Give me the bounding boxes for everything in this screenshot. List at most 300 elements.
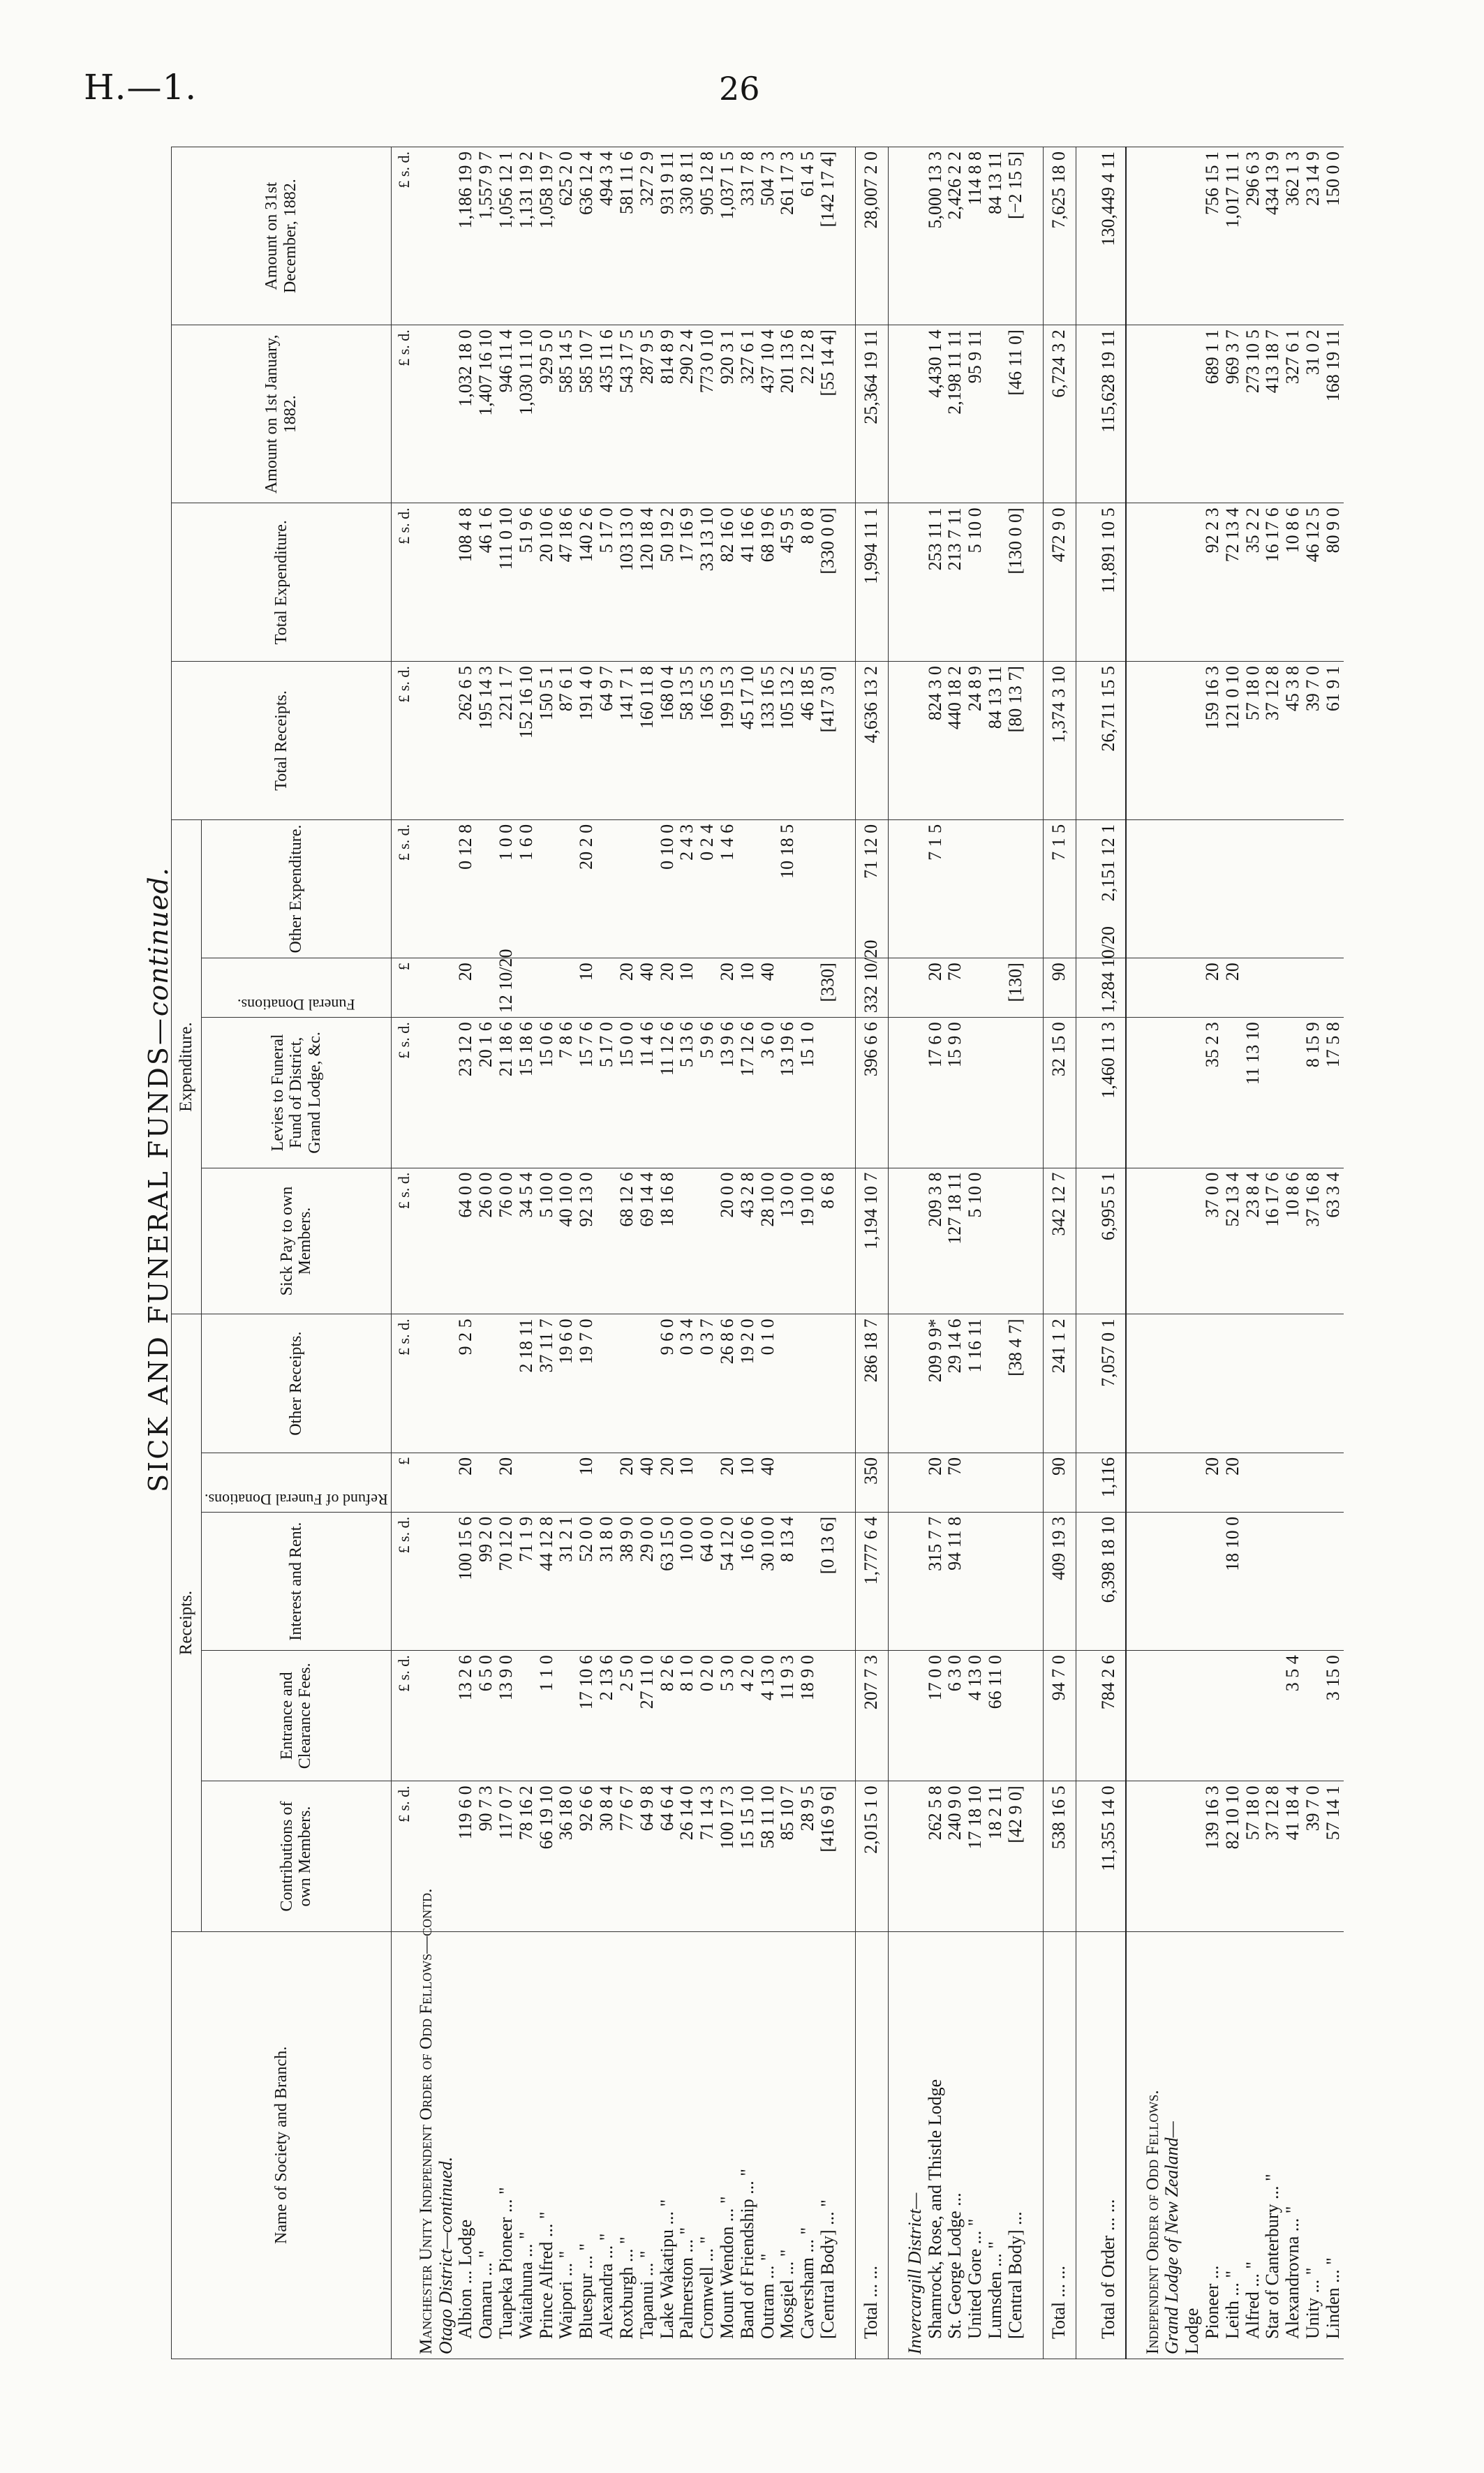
table-row-0-2-entrance: 13 9 0	[496, 1651, 517, 1781]
table-row-0-11-refund: 10	[677, 1453, 697, 1512]
table-row-0-0-refund: 20	[456, 1453, 476, 1512]
table-row-0-10-refund: 20	[657, 1453, 677, 1512]
table-row-0-12-other-expenditure: 0 2 4	[697, 819, 718, 958]
section-total-1-other-receipts: 241 1 2	[1043, 1314, 1076, 1453]
table-row-0-7-levies: 5 17 0	[597, 1018, 617, 1168]
gap-after-total-1-other-expenditure	[1076, 819, 1093, 958]
gap-after-total-1-sick-pay	[1076, 1168, 1093, 1314]
table-row-0-2-amount-dec: 1,056 12 1	[496, 147, 517, 325]
table-row-0-15-contributions: 58 11 10	[757, 1781, 778, 1931]
ioof-lodge-heading-amount-dec-empty	[1162, 147, 1182, 325]
table-row-0-13-total-expenditure: 82 16 0	[718, 503, 738, 662]
table-row-0-6-interest: 52 0 0	[577, 1512, 597, 1650]
section-total-1-funeral-donations: 90	[1043, 958, 1076, 1018]
table-row-0-7-other-receipts	[597, 1314, 617, 1453]
table-row-0-7-interest: 31 8 0	[597, 1512, 617, 1650]
ioof-row-5	[1303, 147, 1323, 2359]
district-heading-0	[436, 147, 456, 2359]
table-row-0-15-refund: 40	[757, 1453, 778, 1512]
ioof-lodge-label-other-expenditure-empty	[1182, 819, 1203, 958]
district-heading-0-total-expenditure-empty	[436, 503, 456, 662]
table-row-0-5-amount-jan: 585 14 5	[556, 325, 577, 503]
table-row-0-16-sick-pay: 13 0 0	[778, 1168, 798, 1314]
ioof-row-2-name: Alfred ... "	[1243, 1931, 1263, 2359]
table-row-0-18-sick-pay: 8 6 8	[818, 1168, 838, 1314]
table-row-0-5-name: Waipori ... "	[556, 1931, 577, 2359]
ioof-heading-entrance-empty	[1143, 1651, 1163, 1781]
group-header-receipts: Receipts.	[172, 1314, 202, 1931]
table-row-0-12-total-expenditure: 33 13 10	[697, 503, 718, 662]
table-row-0-6-sick-pay: 92 13 0	[577, 1168, 597, 1314]
table-row-0-16-other-expenditure: 10 18 5	[778, 819, 798, 958]
table-row-0-6-contributions: 92 6 6	[577, 1781, 597, 1931]
ioof-row-1-name: Leith ... "	[1223, 1931, 1243, 2359]
units-sick-pay: £ s. d.	[391, 1168, 417, 1314]
district-heading-1-entrance-empty	[905, 1651, 926, 1781]
table-row-0-12-amount-jan: 773 0 10	[697, 325, 718, 503]
district-heading-1	[905, 147, 926, 2359]
ioof-row-2-amount-jan: 273 10 5	[1243, 325, 1263, 503]
ioof-row-0-entrance	[1203, 1651, 1223, 1781]
table-row-0-2-amount-jan: 946 11 4	[496, 325, 517, 503]
table-row-0-12-interest: 64 0 0	[697, 1512, 718, 1650]
ioof-heading-total-receipts-empty	[1143, 662, 1163, 820]
table-row-1-3-refund	[986, 1453, 1006, 1512]
table-row-0-0-sick-pay: 64 0 0	[456, 1168, 476, 1314]
table-row-1-4	[1006, 147, 1026, 2359]
table-row-1-3-total-receipts: 84 13 11	[986, 662, 1006, 820]
table-row-0-16-contributions: 85 10 7	[778, 1781, 798, 1931]
ioof-row-0-levies: 35 2 3	[1203, 1018, 1223, 1168]
table-row-0-16-entrance: 11 9 3	[778, 1651, 798, 1781]
district-heading-0-amount-dec-empty	[436, 147, 456, 325]
table-row-0-8-total-expenditure: 103 13 0	[617, 503, 637, 662]
table-row-0-1-sick-pay: 26 0 0	[476, 1168, 496, 1314]
ioof-row-2-entrance	[1243, 1651, 1263, 1781]
ioof-row-3-entrance	[1263, 1651, 1283, 1781]
table-row-1-4-contributions: [42 9 0]	[1006, 1781, 1026, 1931]
district-heading-0-levies-empty	[436, 1018, 456, 1168]
table-row-1-1-refund: 70	[945, 1453, 965, 1512]
ioof-row-4-levies	[1283, 1018, 1303, 1168]
district-heading-0-sick-pay-empty	[436, 1168, 456, 1314]
table-row-0-15-levies: 3 6 0	[757, 1018, 778, 1168]
district-heading-0-contributions-empty	[436, 1781, 456, 1931]
ioof-row-5-sick-pay: 37 16 8	[1303, 1168, 1323, 1314]
ioof-row-2-contributions: 57 18 0	[1243, 1781, 1263, 1931]
table-row-0-10-entrance: 8 2 6	[657, 1651, 677, 1781]
table-row-1-3	[986, 147, 1006, 2359]
units-contributions: £ s. d.	[391, 1781, 417, 1931]
gap-before-ioof-total-receipts	[1126, 662, 1143, 820]
ioof-row-5-interest	[1303, 1512, 1323, 1650]
ioof-row-0-total-receipts: 159 16 3	[1203, 662, 1223, 820]
ioof-row-6-funeral-donations	[1323, 958, 1344, 1018]
table-row-1-2-other-expenditure	[965, 819, 986, 958]
table-row-0-17-amount-dec: 61 4 5	[798, 147, 818, 325]
table-row-0-11-interest: 10 0 0	[677, 1512, 697, 1650]
ioof-row-1-entrance	[1223, 1651, 1243, 1781]
ioof-row-5-contributions: 39 7 0	[1303, 1781, 1323, 1931]
section-heading-0	[417, 147, 436, 2359]
table-row-0-10-contributions: 64 6 4	[657, 1781, 677, 1931]
ioof-row-0-total-expenditure: 92 2 3	[1203, 503, 1223, 662]
ioof-row-1-other-expenditure	[1223, 819, 1243, 958]
units-amount-jan: £ s. d.	[391, 325, 417, 503]
table-row-0-11-name: Palmerston ... "	[677, 1931, 697, 2359]
ioof-row-4-contributions: 41 18 4	[1283, 1781, 1303, 1931]
table-row-0-1-amount-dec: 1,557 9 7	[476, 147, 496, 325]
table-row-1-0-total-receipts: 824 3 0	[926, 662, 946, 820]
table-row-1-3-contributions: 18 2 11	[986, 1781, 1006, 1931]
ioof-row-5-amount-jan: 31 0 2	[1303, 325, 1323, 503]
section-total-0-refund: 350	[855, 1453, 888, 1512]
table-row-0-8-funeral-donations: 20	[617, 958, 637, 1018]
table-row-0-12-total-receipts: 166 5 3	[697, 662, 718, 820]
section-total-1-amount-jan: 6,724 3 2	[1043, 325, 1076, 503]
ioof-lodge-label	[1182, 147, 1203, 2359]
ioof-heading-label: Independent Order of Odd Fellows.	[1143, 1931, 1163, 2359]
table-row-0-18-total-expenditure: [330 0 0]	[818, 503, 838, 662]
district-heading-0-funeral-donations-empty	[436, 958, 456, 1018]
page-number: 26	[719, 70, 760, 107]
gap-before-total-1-interest	[1026, 1512, 1044, 1650]
gap-before-total-1-total-expenditure	[1026, 503, 1044, 662]
district-heading-0-amount-jan-empty	[436, 325, 456, 503]
units-row	[391, 147, 417, 2359]
table-row-0-6	[577, 147, 597, 2359]
table-row-0-16-amount-dec: 261 17 3	[778, 147, 798, 325]
ioof-row-6-name: Linden ... "	[1323, 1931, 1344, 2359]
table-row-1-1	[945, 147, 965, 2359]
table-row-0-7-amount-dec: 494 3 4	[597, 147, 617, 325]
table-row-0-5-refund	[556, 1453, 577, 1512]
section-total-1-other-expenditure: 7 1 5	[1043, 819, 1076, 958]
table-title-continued: continued.	[143, 867, 174, 1017]
ioof-lodge-heading-amount-jan-empty	[1162, 325, 1182, 503]
table-row-0-10-levies: 11 12 6	[657, 1018, 677, 1168]
ioof-row-6-other-expenditure	[1323, 819, 1344, 958]
table-row-0-4-total-expenditure: 20 10 6	[537, 503, 557, 662]
section-total-1	[1043, 147, 1076, 2359]
table-row-0-11-contributions: 26 14 0	[677, 1781, 697, 1931]
table-row-0-2-total-receipts: 221 1 7	[496, 662, 517, 820]
gap-before-ioof-amount-dec	[1126, 147, 1143, 325]
ioof-lodge-label-contributions-empty	[1182, 1781, 1203, 1931]
table-row-0-16-other-receipts	[778, 1314, 798, 1453]
table-row-1-0-total-expenditure: 253 11 1	[926, 503, 946, 662]
district-heading-0-label: Otago District—continued.	[436, 1931, 456, 2359]
table-row-0-18-name: [Central Body] ... "	[818, 1931, 838, 2359]
table-row-0-14-funeral-donations: 10	[738, 958, 758, 1018]
section-heading-0-interest-empty	[417, 1512, 436, 1650]
table-row-0-13-funeral-donations: 20	[718, 958, 738, 1018]
table-title-main: SICK AND FUNERAL FUNDS—	[143, 1016, 174, 1492]
table-row-1-4-refund	[1006, 1453, 1026, 1512]
gap-before-total-0-other-receipts	[838, 1314, 856, 1453]
table-row-0-7-entrance: 2 13 6	[597, 1651, 617, 1781]
table-row-1-0-funeral-donations: 20	[926, 958, 946, 1018]
ioof-row-3-total-expenditure: 16 17 6	[1263, 503, 1283, 662]
table-row-0-16-amount-jan: 201 13 6	[778, 325, 798, 503]
ioof-row-5-amount-dec: 23 14 9	[1303, 147, 1323, 325]
table-row-0-12-sick-pay	[697, 1168, 718, 1314]
ioof-heading-other-receipts-empty	[1143, 1314, 1163, 1453]
table-row-0-16-name: Mosgiel ... "	[778, 1931, 798, 2359]
ioof-row-1-other-receipts	[1223, 1314, 1243, 1453]
gap-before-ioof-refund	[1126, 1453, 1143, 1512]
table-row-0-9-total-expenditure: 120 18 4	[637, 503, 658, 662]
table-row-0-12-refund	[697, 1453, 718, 1512]
table-row-0-13-refund: 20	[718, 1453, 738, 1512]
table-row-1-0-sick-pay: 209 3 8	[926, 1168, 946, 1314]
table-row-0-14-entrance: 4 2 0	[738, 1651, 758, 1781]
ioof-row-1-sick-pay: 52 13 4	[1223, 1168, 1243, 1314]
ioof-row-6-contributions: 57 14 1	[1323, 1781, 1344, 1931]
ioof-row-3-name: Star of Canterbury ... "	[1263, 1931, 1283, 2359]
ioof-row-0-name: Pioneer ...	[1203, 1931, 1223, 2359]
table-row-0-2-total-expenditure: 111 0 10	[496, 503, 517, 662]
table-row-0-15-amount-jan: 437 10 4	[757, 325, 778, 503]
gap-before-total-0	[838, 147, 856, 2359]
gap-after-total-0-sick-pay	[888, 1168, 905, 1314]
total-of-order-row-refund: 1,116	[1093, 1453, 1126, 1512]
col-header-other-expenditure: Other Expenditure.	[202, 819, 392, 958]
district-heading-1-total-expenditure-empty	[905, 503, 926, 662]
table-row-0-8-contributions: 77 6 7	[617, 1781, 637, 1931]
table-row-0-12-name: Cromwell ... "	[697, 1931, 718, 2359]
ioof-row-4-funeral-donations	[1283, 958, 1303, 1018]
section-total-1-amount-dec: 7,625 18 0	[1043, 147, 1076, 325]
district-heading-1-interest-empty	[905, 1512, 926, 1650]
table-row-0-0-levies: 23 12 0	[456, 1018, 476, 1168]
table-row-0-1-other-receipts	[476, 1314, 496, 1453]
table-row-1-3-funeral-donations	[986, 958, 1006, 1018]
table-row-0-14-name: Band of Friendship ... "	[738, 1931, 758, 2359]
ioof-heading-contributions-empty	[1143, 1781, 1163, 1931]
table-row-1-2-sick-pay: 5 10 0	[965, 1168, 986, 1314]
table-row-0-6-name: Bluespur ... "	[577, 1931, 597, 2359]
table-row-0-10-total-expenditure: 50 19 2	[657, 503, 677, 662]
table-row-0-5-sick-pay: 40 10 0	[556, 1168, 577, 1314]
ioof-row-4-other-expenditure	[1283, 819, 1303, 958]
section-heading-0-total-expenditure-empty	[417, 503, 436, 662]
col-header-total-receipts: Total Receipts.	[172, 662, 392, 820]
ioof-lodge-heading-refund-empty	[1162, 1453, 1182, 1512]
table-row-1-1-contributions: 240 9 0	[945, 1781, 965, 1931]
table-row-0-8-interest: 38 9 0	[617, 1512, 637, 1650]
table-row-0-1-levies: 20 1 6	[476, 1018, 496, 1168]
section-heading-0-label: Manchester Unity Independent Order of Odd Fellows—contd.	[417, 1931, 436, 2359]
table-row-0-13-sick-pay: 20 0 0	[718, 1168, 738, 1314]
gap-before-total-1-levies	[1026, 1018, 1044, 1168]
table-row-0-9	[637, 147, 658, 2359]
gap-after-total-1-cell	[1076, 1931, 1093, 2359]
table-row-1-4-interest	[1006, 1512, 1026, 1650]
district-heading-1-other-expenditure-empty	[905, 819, 926, 958]
units-total-expenditure: £ s. d.	[391, 503, 417, 662]
col-header-name: Name of Society and Branch.	[172, 1931, 392, 2359]
table-row-0-17-interest	[798, 1512, 818, 1650]
units-refund: £	[391, 1453, 417, 1512]
col-header-entrance: Entrance and Clearance Fees.	[202, 1651, 392, 1781]
gap-before-ioof-funeral-donations	[1126, 958, 1143, 1018]
table-row-1-3-total-expenditure	[986, 503, 1006, 662]
table-row-0-2-interest: 70 12 0	[496, 1512, 517, 1650]
table-row-0-10-amount-dec: 931 9 11	[657, 147, 677, 325]
col-header-refund-text: Refund of Funeral Donations.	[205, 1490, 388, 1508]
gap-after-total-0-amount-dec	[888, 147, 905, 325]
ioof-row-1-funeral-donations: 20	[1223, 958, 1243, 1018]
ioof-row-3-amount-jan: 413 18 7	[1263, 325, 1283, 503]
table-row-0-0-amount-jan: 1,032 18 0	[456, 325, 476, 503]
table-row-0-8-sick-pay: 68 12 6	[617, 1168, 637, 1314]
table-row-0-4-other-expenditure	[537, 819, 557, 958]
ioof-row-5-refund	[1303, 1453, 1323, 1512]
table-row-0-17-levies: 15 1 0	[798, 1018, 818, 1168]
section-total-0-sick-pay: 1,194 10 7	[855, 1168, 888, 1314]
col-header-funeral-donations-text: Funeral Donations.	[237, 996, 355, 1014]
table-row-0-4-interest: 44 12 8	[537, 1512, 557, 1650]
gap-before-ioof-contributions	[1126, 1781, 1143, 1931]
table-row-0-12-funeral-donations	[697, 958, 718, 1018]
ioof-lodge-label-label: Lodge	[1182, 1931, 1203, 2359]
col-header-other-receipts: Other Receipts.	[202, 1314, 392, 1453]
table-row-0-6-funeral-donations: 10	[577, 958, 597, 1018]
gap-after-total-1-levies	[1076, 1018, 1093, 1168]
ioof-row-2-interest	[1243, 1512, 1263, 1650]
section-total-1-entrance: 94 7 0	[1043, 1651, 1076, 1781]
ioof-row-5-total-expenditure: 46 12 5	[1303, 503, 1323, 662]
total-of-order-row-entrance: 784 2 6	[1093, 1651, 1126, 1781]
table-row-0-7-contributions: 30 8 4	[597, 1781, 617, 1931]
total-of-order-row-levies: 1,460 11 3	[1093, 1018, 1126, 1168]
ioof-row-0-refund: 20	[1203, 1453, 1223, 1512]
district-heading-1-funeral-donations-empty	[905, 958, 926, 1018]
total-of-order-row-other-expenditure: 2,151 12 1	[1093, 819, 1126, 958]
ioof-lodge-label-amount-jan-empty	[1182, 325, 1203, 503]
table-row-0-16	[778, 147, 798, 2359]
table-row-0-13	[718, 147, 738, 2359]
table-row-0-4-total-receipts: 150 5 1	[537, 662, 557, 820]
table-row-0-1-interest: 99 2 0	[476, 1512, 496, 1650]
table-row-0-16-total-receipts: 105 13 2	[778, 662, 798, 820]
table-row-0-13-other-receipts: 26 8 6	[718, 1314, 738, 1453]
rotated-table-container	[171, 147, 1344, 2359]
total-of-order-row-total-receipts: 26,711 15 5	[1093, 662, 1126, 820]
table-row-0-15-other-receipts: 0 1 0	[757, 1314, 778, 1453]
table-row-0-2	[496, 147, 517, 2359]
table-row-0-18-other-expenditure	[818, 819, 838, 958]
table-row-0-18-amount-dec: [142 17 4]	[818, 147, 838, 325]
table-row-0-15-total-receipts: 133 16 5	[757, 662, 778, 820]
gap-before-total-0-refund	[838, 1453, 856, 1512]
ioof-lodge-heading-levies-empty	[1162, 1018, 1182, 1168]
table-row-0-9-interest: 29 0 0	[637, 1512, 658, 1650]
ioof-row-3-other-expenditure	[1263, 819, 1283, 958]
table-row-0-18-entrance	[818, 1651, 838, 1781]
table-row-0-12-entrance: 0 2 0	[697, 1651, 718, 1781]
table-row-0-13-amount-jan: 920 3 1	[718, 325, 738, 503]
ioof-row-5-name: Unity ... "	[1303, 1931, 1323, 2359]
ioof-row-4-sick-pay: 10 8 6	[1283, 1168, 1303, 1314]
table-row-1-0-contributions: 262 5 8	[926, 1781, 946, 1931]
ioof-row-5-total-receipts: 39 7 0	[1303, 662, 1323, 820]
table-row-0-7-total-receipts: 64 9 7	[597, 662, 617, 820]
table-row-1-0-interest: 315 7 7	[926, 1512, 946, 1650]
ioof-row-4-total-receipts: 45 3 8	[1283, 662, 1303, 820]
table-row-0-12-contributions: 71 14 3	[697, 1781, 718, 1931]
table-row-0-14-total-receipts: 45 17 10	[738, 662, 758, 820]
table-row-1-3-interest	[986, 1512, 1006, 1650]
table-row-0-14-other-receipts: 19 2 0	[738, 1314, 758, 1453]
ioof-row-0-contributions: 139 16 3	[1203, 1781, 1223, 1931]
gap-before-ioof-other-receipts	[1126, 1314, 1143, 1453]
table-row-0-15	[757, 147, 778, 2359]
table-row-0-2-funeral-donations: 12 10/20	[496, 958, 517, 1018]
table-row-0-2-other-receipts	[496, 1314, 517, 1453]
table-row-0-15-amount-dec: 504 7 3	[757, 147, 778, 325]
table-row-0-13-interest: 54 12 0	[718, 1512, 738, 1650]
ioof-row-0-interest	[1203, 1512, 1223, 1650]
ioof-row-4-name: Alexandrovna ... "	[1283, 1931, 1303, 2359]
table-row-0-9-refund: 40	[637, 1453, 658, 1512]
ioof-row-2-other-receipts	[1243, 1314, 1263, 1453]
table-row-0-8-name: Roxburgh ... "	[617, 1931, 637, 2359]
section-total-1-total-receipts: 1,374 3 10	[1043, 662, 1076, 820]
gap-before-total-1-total-receipts	[1026, 662, 1044, 820]
ioof-heading-refund-empty	[1143, 1453, 1163, 1512]
ioof-heading-total-expenditure-empty	[1143, 503, 1163, 662]
gap-after-total-1-other-receipts	[1076, 1314, 1093, 1453]
table-row-0-11-other-receipts: 0 3 4	[677, 1314, 697, 1453]
ioof-row-1-total-receipts: 121 0 10	[1223, 662, 1243, 820]
col-header-amount-dec: Amount on 31st December, 1882.	[172, 147, 392, 325]
col-header-total-expenditure: Total Expenditure.	[172, 503, 392, 662]
table-row-0-18-funeral-donations: [330]	[818, 958, 838, 1018]
table-row-0-15-other-expenditure	[757, 819, 778, 958]
table-row-0-7-amount-jan: 435 11 6	[597, 325, 617, 503]
ioof-row-3-sick-pay: 16 17 6	[1263, 1168, 1283, 1314]
ioof-row-2-total-receipts: 57 18 0	[1243, 662, 1263, 820]
ioof-lodge-label-total-expenditure-empty	[1182, 503, 1203, 662]
table-row-1-1-funeral-donations: 70	[945, 958, 965, 1018]
ioof-lodge-heading-sick-pay-empty	[1162, 1168, 1182, 1314]
table-row-0-12-other-receipts: 0 3 7	[697, 1314, 718, 1453]
ioof-row-6-total-expenditure: 80 9 0	[1323, 503, 1344, 662]
district-heading-0-other-expenditure-empty	[436, 819, 456, 958]
table-row-0-5-interest: 31 2 1	[556, 1512, 577, 1650]
table-row-1-4-levies	[1006, 1018, 1026, 1168]
table-row-0-3-total-receipts: 152 16 10	[517, 662, 537, 820]
table-row-0-7-funeral-donations	[597, 958, 617, 1018]
table-row-0-17-amount-jan: 22 12 8	[798, 325, 818, 503]
table-row-0-15-name: Outram ... "	[757, 1931, 778, 2359]
gap-after-total-0-other-receipts	[888, 1314, 905, 1453]
table-row-1-4-amount-jan: [46 11 0]	[1006, 325, 1026, 503]
table-row-0-18-levies	[818, 1018, 838, 1168]
ioof-row-4-amount-dec: 362 1 3	[1283, 147, 1303, 325]
section-heading-0-sick-pay-empty	[417, 1168, 436, 1314]
gap-before-total-0-funeral-donations	[838, 958, 856, 1018]
gap-before-total-1-amount-jan	[1026, 325, 1044, 503]
ioof-row-4-other-receipts	[1283, 1314, 1303, 1453]
table-row-0-12-levies: 5 9 6	[697, 1018, 718, 1168]
table-row-0-10-other-receipts: 9 6 0	[657, 1314, 677, 1453]
table-row-0-9-amount-jan: 287 9 5	[637, 325, 658, 503]
gap-before-total-0-amount-jan	[838, 325, 856, 503]
table-row-1-3-levies	[986, 1018, 1006, 1168]
